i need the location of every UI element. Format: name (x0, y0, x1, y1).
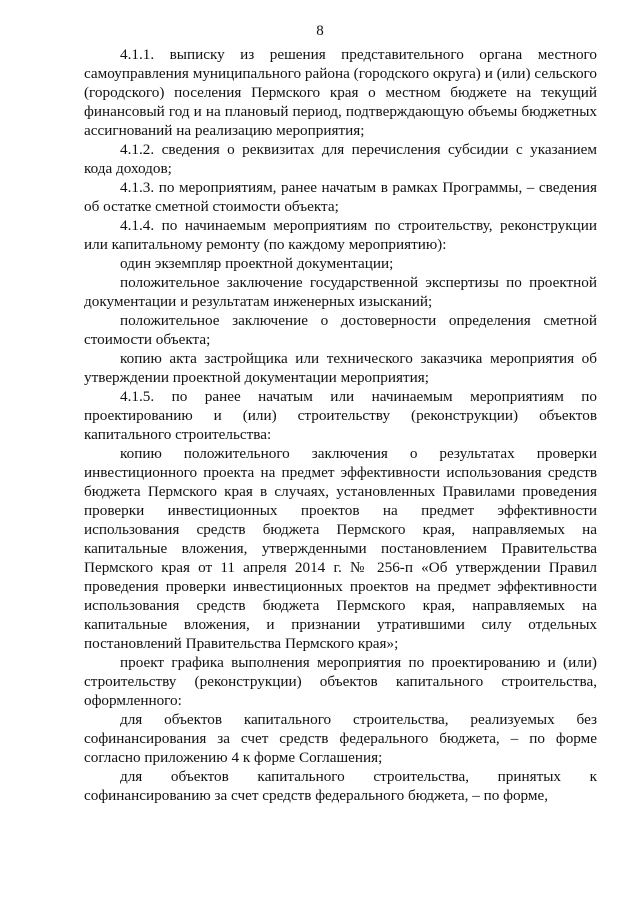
list-item-developer-act: копию акта застройщика или технического заказчика мероприятия об утверждении проектной документации мероприятия; (84, 350, 597, 386)
list-item-state-expertise: положительное заключение государственной экспертизы по проектной документации и результатам инженерных изысканий; (84, 274, 597, 310)
list-item-with-federal: для объектов капитального строительства, принятых к софинансированию за счет средств федерального бюджета, – по форме, (84, 768, 597, 804)
list-item-design-docs: один экземпляр проектной документации; (120, 255, 394, 272)
list-item-schedule-draft: проект графика выполнения мероприятия по проектированию и (или) строительству (реконструкции) объектов капитального строительства, оформленного: (84, 654, 597, 709)
paragraph-4-1-5: 4.1.5. по ранее начатым или начинаемым мероприятиям по проектированию и (или) строительству (реконструкции) объектов капитального строительства: (84, 388, 597, 443)
paragraph-4-1-3: 4.1.3. по мероприятиям, ранее начатым в рамках Программы, – сведения об остатке сметной стоимости объекта; (84, 179, 597, 215)
list-item-investment-check: копию положительного заключения о результатах проверки инвестиционного проекта на предмет эффективности использования средств бюджета Пермского края в случаях, установленных Правилами проведения проверки инвестиционных проектов на предмет эффективности использования средств бюджета Пермского края, направляемых на капитальные вложения, утвержденными постановлением Правительства Пермского края от 11 апреля 2014 г. № 256-п «Об утверждении Правил проведения проверки инвестиционных проектов на предмет эффективности использования средств бюджета Пермского края, направляемых на капитальные вложения, и признании утратившими силу отдельных постановлений Правительства Пермского края»; (84, 445, 597, 652)
paragraph-4-1-4: 4.1.4. по начинаемым мероприятиям по строительству, реконструкции или капитальному ремонту (по каждому мероприятию): (84, 217, 597, 253)
list-item-cost-reliability: положительное заключение о достоверности определения сметной стоимости объекта; (84, 312, 597, 348)
paragraph-4-1-2: 4.1.2. сведения о реквизитах для перечисления субсидии с указанием кода доходов; (84, 141, 597, 177)
list-item-without-federal: для объектов капитального строительства, реализуемых без софинансирования за счет средств федерального бюджета, – по форме согласно приложению 4 к форме Соглашения; (84, 711, 597, 766)
paragraph-4-1-1: 4.1.1. выписку из решения представительного органа местного самоуправления муниципального района (городского округа) и (или) сельского (городского) поселения Пермского края о местном бюджете на текущий финансовый год и на плановый период, подтверждающую объемы бюджетных ассигнований на реализацию мероприятия; (84, 46, 597, 139)
document-body (84, 45, 597, 805)
page-number: 8 (316, 23, 324, 39)
